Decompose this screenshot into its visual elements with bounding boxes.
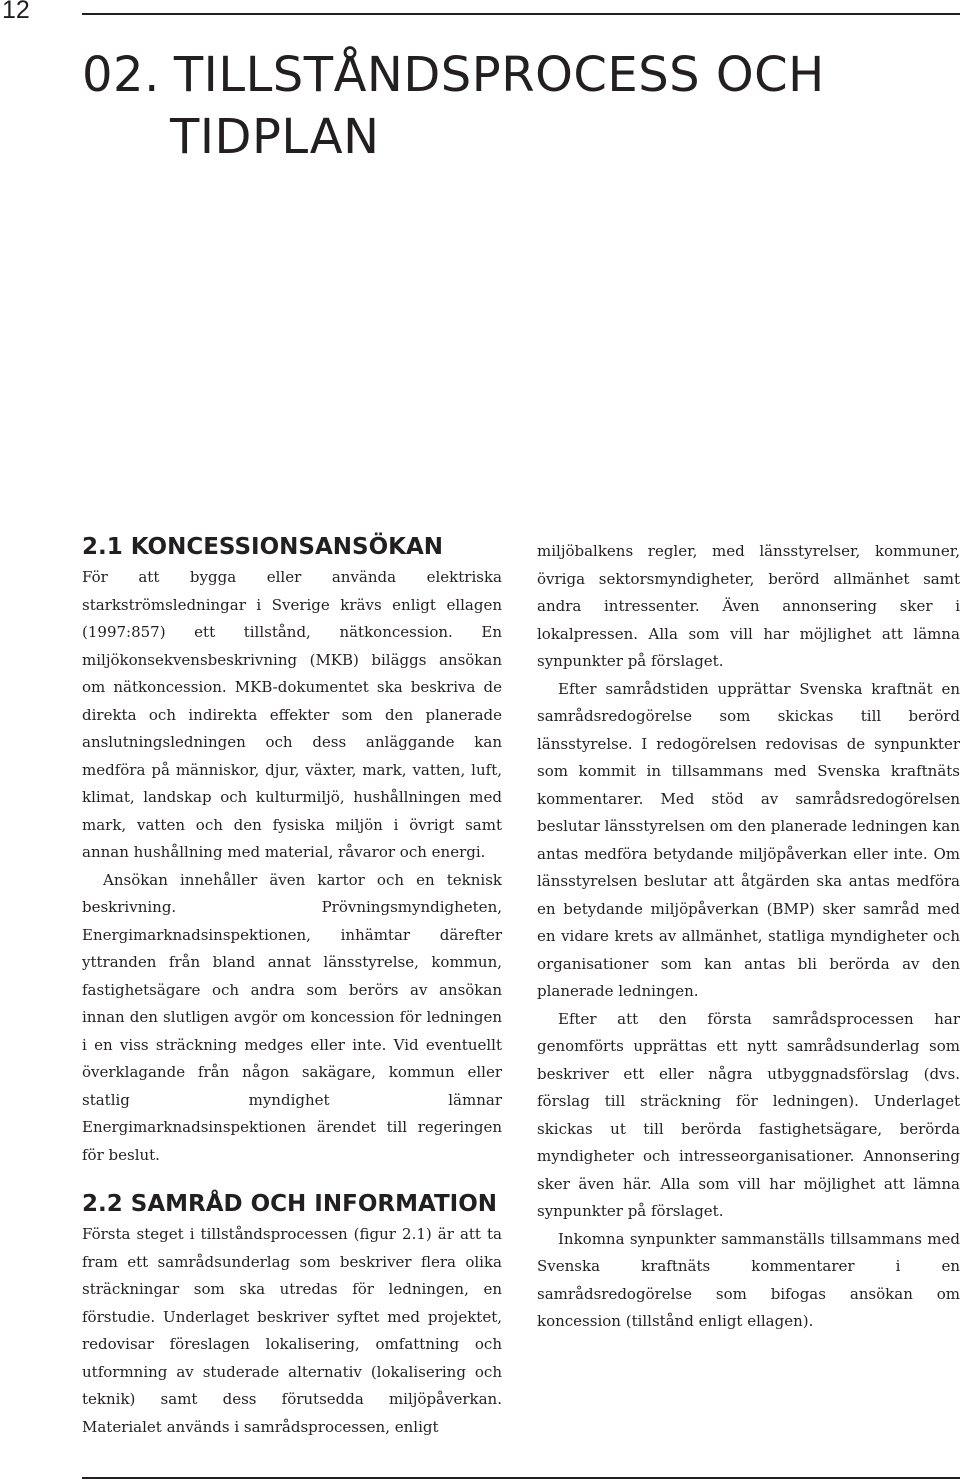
section-heading-koncessionsansokan: 2.1 KONCESSIONSANSÖKAN bbox=[82, 534, 443, 560]
body-paragraph: miljöbalkens regler, med länsstyrelser, kommuner, övriga sektorsmyndigheter, berörd allmänhet samt andra intressenter. Även annonsering sker i lokalpressen. Alla som vill har möjlighet att lämna synpunkter på förslaget. bbox=[537, 542, 960, 670]
chapter-title-line1 bbox=[82, 44, 825, 106]
body-paragraph: Inkomna synpunkter sammanställs tillsammans med Svenska kraftnäts kommentarer i en samrådsredogörelse som bifogas ansökan om koncession (tillstånd enligt ellagen). bbox=[537, 1229, 960, 1330]
left-column bbox=[82, 530, 502, 1441]
chapter-title-line2: TIDPLAN bbox=[170, 109, 380, 165]
page-number: 12 bbox=[2, 0, 30, 24]
top-rule bbox=[82, 13, 960, 15]
body-paragraph: För att bygga eller använda elektriska starkströmsledningar i Sverige krävs enligt ellagen (1997:857) ett tillstånd, nätkoncession. En miljökonsekvensbeskrivning (MKB) biläggs ansökan om nätkoncession. MKB-dokumentet ska beskriva de direkta och indirekta effekter som den planerade anslutningsledningen och dess anläggande kan medföra på människor, djur, växter, mark, vatten, luft, klimat, landskap och kulturmiljö, hushållningen med mark, vatten och den fysiska miljön i övrigt samt annan hushållning med material, råvaror och energi. bbox=[82, 568, 502, 861]
body-paragraph: Efter samrådstiden upprättar Svenska kraftnät en samrådsredogörelse som skickas till berörd länsstyrelse. I redogörelsen redovisas de synpunkter som kommit in tillsammans med Svenska kraftnäts kommentarer. Med stöd av samrådsredogörelsen beslutar länsstyrelsen om den planerade ledningen kan antas medföra betydande miljöpåverkan eller inte. Om länsstyrelsen beslutar att åtgärden ska antas medföra en betydande miljöpåverkan (BMP) sker samråd med en vidare krets av allmänhet, statliga myndigheter och organisationer som kan antas bli berörda av den planerade ledningen. bbox=[537, 679, 960, 1000]
chapter-number: 02. bbox=[82, 47, 160, 103]
section-heading-samrad: 2.2 SAMRÅD OCH INFORMATION bbox=[82, 1191, 498, 1217]
right-column bbox=[537, 538, 960, 1336]
chapter-title bbox=[82, 44, 825, 168]
section-gap bbox=[82, 1169, 502, 1187]
body-paragraph: Efter att den första samrådsprocessen har genomförts upprättas ett nytt samrådsunderlag som beskriver ett eller några utbyggnadsförslag (dvs. förslag till sträckning för ledningen). Underlaget skickas ut till berörda fastighetsägare, berörda myndigheter och intresseorganisationer. Annonsering sker även här. Alla som vill har möjlighet att lämna synpunkter på förslaget. bbox=[537, 1009, 960, 1220]
body-paragraph: Ansökan innehåller även kartor och en teknisk beskrivning. Prövningsmyndigheten, Energimarknadsinspektionen, inhämtar därefter yttranden från bland annat länsstyrelse, kommun, fastighetsägare och andra som berörs av ansökan innan den slutligen avgör om koncession för ledningen i en viss sträckning medges eller inte. Vid eventuellt överklagande från någon sakägare, kommun eller statlig myndighet lämnar Energimarknadsinspektionen ärendet till regeringen för beslut. bbox=[82, 870, 502, 1164]
body-paragraph: Första steget i tillståndsprocessen (figur 2.1) är att ta fram ett samrådsunderlag som beskriver flera olika sträckningar som ska utredas för ledningen, en förstudie. Underlaget beskriver syftet med projektet, redovisar föreslagen lokalisering, omfattning och utformning av studerade alternativ (lokalisering och teknik) samt dess förutsedda miljöpåverkan. Materialet används i samrådsprocessen, enligt bbox=[82, 1225, 502, 1436]
bottom-rule bbox=[82, 1477, 960, 1479]
chapter-title-text: TILLSTÅNDSPROCESS OCH bbox=[173, 47, 825, 103]
